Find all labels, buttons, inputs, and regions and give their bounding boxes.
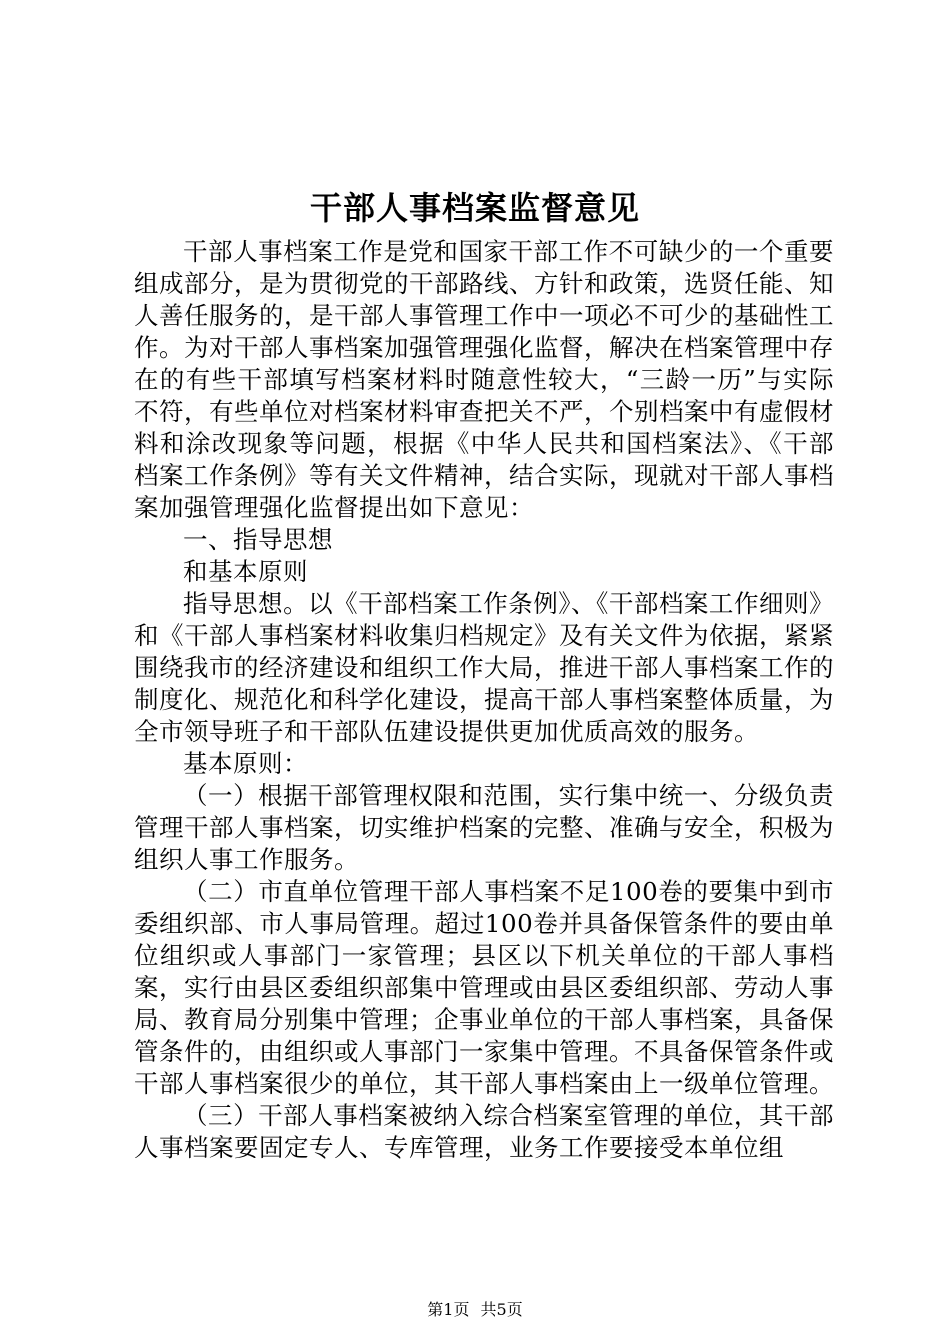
intro-paragraph: 干部人事档案工作是党和国家干部工作不可缺少的一个重要组成部分，是为贯彻党的干部路线、方针和政策，选贤任能、知人善任服务的，是干部人事管理工作中一项必不可少的基础性工作。为对干部人事档案加强管理强化监督，解决在档案管理中存在的有些干部填写档案材料时随意性较大，“三龄一历”与实际不符，有些单位对档案材料审查把关不严，个别档案中有虚假材料和涂改现象等问题，根据《中华人民共和国档案法》、《干部档案工作条例》等有关文件精神，结合实际，现就对干部人事档案加强管理强化监督提出如下意见：: [134, 237, 834, 522]
basic-principles-label: 基本原则：: [183, 749, 308, 778]
page-number-total: 共5页: [480, 1300, 523, 1319]
section-heading-basic-principles: 和基本原则: [183, 557, 308, 586]
principle-item-1: （一）根据干部管理权限和范围，实行集中统一、分级负责管理干部人事档案，切实维护档案的完整、准确与安全，积极为组织人事工作服务。: [134, 781, 834, 874]
document-body: [134, 236, 834, 1164]
page-number-current: 第1页: [427, 1300, 470, 1319]
principle-item-2: （二）市直单位管理干部人事档案不足100卷的要集中到市委组织部、市人事局管理。超过100卷并具备保管条件的要由单位组织或人事部门一家管理；县区以下机关单位的干部人事档案，实行由县区委组织部集中管理或由县区委组织部、劳动人事局、教育局分别集中管理；企事业单位的干部人事档案，具备保管条件的，由组织或人事部门一家集中管理。不具备保管条件或干部人事档案很少的单位，其干部人事档案由上一级单位管理。: [134, 877, 834, 1098]
principle-item-3: （三）干部人事档案被纳入综合档案室管理的单位，其干部人事档案要固定专人、专库管理，业务工作要接受本单位组: [134, 1101, 834, 1162]
document-title: 干部人事档案监督意见: [309, 189, 640, 227]
page-footer: [0, 1300, 950, 1320]
guiding-thought-paragraph: 指导思想。以《干部档案工作条例》、《干部档案工作细则》和《干部人事档案材料收集归档规定》及有关文件为依据，紧紧围绕我市的经济建设和组织工作大局，推进干部人事档案工作的制度化、规范化和科学化建设，提高干部人事档案整体质量，为全市领导班子和干部队伍建设提供更加优质高效的服务。: [134, 589, 834, 746]
section-heading-guiding-thought: 一、指导思想: [183, 525, 333, 554]
